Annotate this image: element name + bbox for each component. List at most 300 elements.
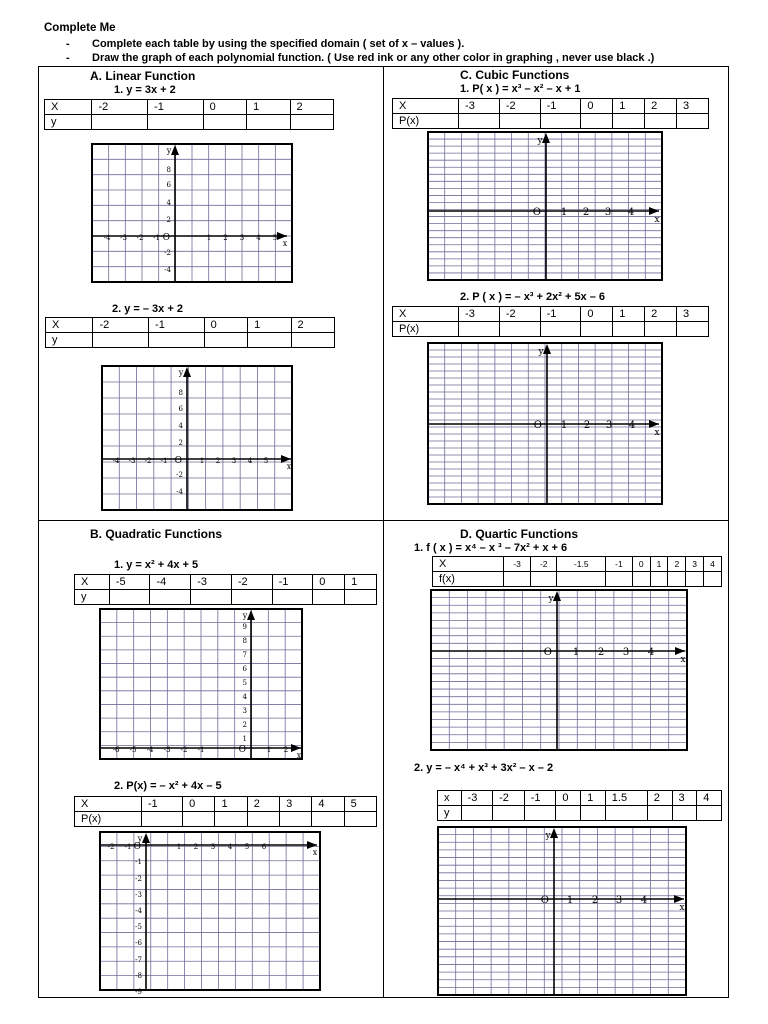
x-tick-label: -2 [144, 457, 152, 465]
table-cell-answer[interactable] [148, 115, 204, 130]
x-tick-label: -3 [128, 457, 136, 465]
x-axis-label: x [282, 239, 288, 248]
x-tick-label: 2 [591, 895, 599, 906]
y-tick-label: 7 [242, 651, 247, 659]
table-row-x [393, 307, 709, 322]
x-tick-label: 2 [583, 420, 591, 431]
table-cell-x: 0 [581, 99, 613, 114]
table-cell-x: -3 [191, 575, 232, 590]
table-cell-answer[interactable] [557, 572, 606, 587]
graph-svg [437, 826, 687, 996]
table-cell-x: 2 [645, 99, 677, 114]
table-cell-x: -1 [149, 318, 205, 333]
table-cell-answer[interactable] [668, 572, 686, 587]
x-tick-label: -3 [163, 746, 171, 754]
y-tick-label: -6 [135, 939, 142, 947]
problem-a2-label: 2. y = – 3x + 2 [112, 303, 183, 315]
problem-c2-label: 2. P ( x ) = – x³ + 2x² + 5x – 6 [460, 291, 606, 303]
table-cell-x: 1 [650, 557, 668, 572]
x-tick-label: 2 [215, 457, 221, 465]
table-header-x: X [45, 100, 92, 115]
x-axis-label: x [312, 848, 318, 857]
table-cell-answer[interactable] [203, 115, 246, 130]
coordinate-grid-b2 [99, 831, 321, 996]
table-cell-x: -2 [231, 575, 272, 590]
table-cell-answer[interactable] [686, 572, 704, 587]
table-cell-answer[interactable] [650, 572, 668, 587]
value-table-c2 [392, 306, 709, 337]
table-cell-answer[interactable] [540, 322, 581, 337]
table-cell-x: 2 [247, 797, 279, 812]
table-cell-x: -2 [92, 100, 148, 115]
x-axis-label: x [654, 428, 660, 438]
table-cell-answer[interactable] [605, 806, 647, 821]
table-cell-answer[interactable] [344, 812, 376, 827]
table-cell-x: -1.5 [557, 557, 606, 572]
problem-b2-label: 2. P(x) = – x² + 4x – 5 [114, 780, 222, 792]
y-tick-label: -2 [135, 875, 142, 883]
table-header-y: f(x) [433, 572, 504, 587]
table-cell-answer[interactable] [581, 322, 613, 337]
y-axis-arrow [550, 828, 558, 838]
table-header-x: X [393, 307, 459, 322]
origin-label: O [543, 647, 552, 658]
table-cell-x: -5 [109, 575, 150, 590]
origin-label: O [162, 233, 170, 243]
table-cell-x: 0 [556, 791, 581, 806]
x-tick-label: -1 [160, 457, 168, 465]
table-header-y: y [438, 806, 462, 821]
x-tick-label: -1 [124, 843, 132, 851]
instruction-2-text: Draw the graph of each polynomial function. ( Use red ink or any other color in graphing , never use black .) [92, 52, 655, 64]
graph-svg [101, 365, 293, 511]
table-header-y: P(x) [393, 114, 459, 129]
y-tick-label: 6 [178, 405, 183, 413]
table-cell-x: 1 [247, 100, 290, 115]
y-axis-arrow [543, 344, 551, 354]
y-axis-arrow [553, 591, 561, 601]
table-cell-x: 3 [677, 99, 709, 114]
table-cell-answer[interactable] [613, 114, 645, 129]
graph-svg [427, 131, 663, 281]
y-tick-label: 4 [166, 199, 171, 207]
table-cell-answer[interactable] [677, 322, 709, 337]
table-cell-x: -4 [150, 575, 191, 590]
y-axis-label: y [538, 347, 544, 357]
table-cell-x: 4 [312, 797, 344, 812]
y-tick-label: 9 [242, 623, 247, 631]
table-header-x: X [433, 557, 504, 572]
table-cell-answer[interactable] [345, 590, 377, 605]
table-cell-answer[interactable] [183, 812, 215, 827]
table-cell-x: -2 [499, 99, 540, 114]
table-row-x [75, 575, 377, 590]
x-tick-label: 2 [223, 234, 228, 242]
table-row-y [75, 590, 377, 605]
table-cell-answer[interactable] [697, 806, 722, 821]
table-cell-answer[interactable] [581, 806, 606, 821]
table-row-x [46, 318, 335, 333]
value-table-b1 [74, 574, 377, 605]
table-cell-x: 2 [291, 318, 334, 333]
table-row-x [393, 99, 709, 114]
table-cell-answer[interactable] [672, 806, 697, 821]
y-tick-label: 8 [178, 389, 183, 397]
table-cell-x: -3 [461, 791, 493, 806]
y-axis-label: y [537, 136, 543, 146]
table-header-y: P(x) [75, 812, 142, 827]
y-tick-label: -7 [135, 956, 142, 964]
x-tick-label: -2 [180, 746, 188, 754]
value-table-d1 [432, 556, 722, 587]
table-cell-answer[interactable] [632, 572, 650, 587]
table-cell-x: -2 [93, 318, 149, 333]
table-cell-answer[interactable] [530, 572, 557, 587]
table-cell-answer[interactable] [290, 115, 333, 130]
table-cell-answer[interactable] [704, 572, 722, 587]
x-tick-label: -4 [146, 746, 154, 754]
problem-c1-label: 1. P( x ) = x³ – x² – x + 1 [460, 83, 581, 95]
table-header-x: x [438, 791, 462, 806]
x-tick-label: -3 [120, 234, 127, 242]
table-cell-x: 2 [290, 100, 333, 115]
y-axis-label: y [545, 831, 551, 841]
table-cell-x: 2 [645, 307, 677, 322]
x-tick-label: -2 [136, 234, 144, 242]
x-tick-label: 3 [615, 895, 623, 906]
y-tick-label: 4 [178, 422, 183, 430]
table-cell-answer[interactable] [92, 115, 148, 130]
table-header-y: P(x) [393, 322, 459, 337]
x-tick-label: 4 [628, 420, 636, 431]
table-cell-x: -3 [504, 557, 531, 572]
table-header-x: X [75, 797, 142, 812]
origin-label: O [540, 895, 549, 906]
x-axis-arrow [675, 647, 685, 655]
graph-svg [99, 608, 303, 760]
y-axis-label: y [178, 368, 184, 377]
table-cell-x: -1 [524, 791, 556, 806]
y-axis-label: y [242, 611, 248, 620]
y-tick-label: -5 [135, 923, 142, 931]
y-tick-label: 3 [242, 707, 247, 715]
table-row-y [393, 322, 709, 337]
x-tick-label: -4 [112, 457, 120, 465]
table-cell-x: 0 [204, 318, 247, 333]
instruction-1 [66, 38, 464, 50]
y-tick-label: 2 [178, 439, 183, 447]
x-tick-label: 6 [261, 843, 267, 851]
table-cell-answer[interactable] [499, 322, 540, 337]
coordinate-grid-d1 [430, 589, 688, 751]
table-cell-x: -1 [540, 307, 581, 322]
table-cell-x: -1 [540, 99, 581, 114]
graph-svg [427, 342, 663, 505]
coordinate-grid-c1 [427, 131, 663, 281]
x-tick-label: 3 [210, 843, 216, 851]
table-cell-x: -3 [459, 307, 500, 322]
x-tick-label: 2 [582, 207, 590, 218]
table-header-x: X [46, 318, 93, 333]
y-tick-label: -3 [135, 891, 142, 899]
x-tick-label: 1 [572, 647, 580, 658]
table-cell-answer[interactable] [93, 333, 149, 348]
x-tick-label: 3 [604, 207, 612, 218]
origin-label: O [174, 456, 182, 466]
table-cell-answer[interactable] [524, 806, 556, 821]
bullet-dash: - [66, 52, 70, 64]
problem-d2-label: 2. y = – x⁴ + x³ + 3x² – x – 2 [414, 762, 554, 774]
x-tick-label: 1 [199, 457, 205, 465]
x-tick-label: 1 [566, 895, 574, 906]
table-cell-answer[interactable] [504, 572, 531, 587]
table-header-y: y [75, 590, 110, 605]
y-tick-label: 8 [166, 166, 171, 174]
table-cell-answer[interactable] [313, 590, 345, 605]
x-tick-label: -1 [153, 234, 160, 242]
y-axis-arrow [142, 833, 150, 843]
worksheet-title: Complete Me [44, 22, 116, 34]
table-cell-x: 2 [668, 557, 686, 572]
y-tick-label: 4 [242, 693, 247, 701]
y-axis-label: y [137, 834, 143, 843]
table-header-y: y [46, 333, 93, 348]
table-cell-x: -3 [459, 99, 500, 114]
x-tick-label: -5 [129, 746, 137, 754]
y-axis-arrow [171, 145, 179, 155]
table-cell-answer[interactable] [291, 333, 334, 348]
graph-svg [430, 589, 688, 751]
section-a-heading: A. Linear Function [90, 69, 196, 83]
x-axis-label: x [286, 462, 292, 471]
x-tick-label: 3 [622, 647, 630, 658]
y-tick-label: 6 [242, 665, 247, 673]
column-divider [383, 66, 384, 998]
x-tick-label: 3 [231, 457, 237, 465]
table-cell-answer[interactable] [141, 812, 182, 827]
value-table-b2 [74, 796, 377, 827]
table-cell-x: 5 [344, 797, 376, 812]
x-tick-label: 1 [560, 207, 568, 218]
y-tick-label: 2 [166, 216, 171, 224]
table-cell-answer[interactable] [645, 322, 677, 337]
x-tick-label: 2 [283, 746, 289, 754]
y-tick-label: 1 [242, 735, 247, 743]
problem-d1-label: 1. f ( x ) = x⁴ – x ³ – 7x² + x + 6 [414, 542, 568, 554]
table-row-y [438, 806, 722, 821]
y-tick-label: 6 [166, 181, 171, 189]
row-divider [38, 520, 729, 521]
table-cell-x: 4 [697, 791, 722, 806]
table-cell-x: 3 [677, 307, 709, 322]
x-tick-label: 4 [647, 647, 655, 658]
table-cell-x: -2 [530, 557, 557, 572]
table-cell-x: 1.5 [605, 791, 647, 806]
y-tick-label: -2 [176, 471, 183, 479]
table-cell-answer[interactable] [581, 114, 613, 129]
table-cell-x: 4 [704, 557, 722, 572]
table-cell-x: 0 [581, 307, 613, 322]
grid-border [102, 366, 292, 510]
table-cell-answer[interactable] [150, 590, 191, 605]
x-axis-arrow [649, 207, 659, 215]
value-table-d2 [437, 790, 722, 821]
value-table-c1 [392, 98, 709, 129]
problem-b1-label: 1. y = x² + 4x + 5 [114, 559, 199, 571]
table-cell-answer[interactable] [247, 812, 279, 827]
table-cell-answer[interactable] [459, 322, 500, 337]
x-tick-label: 1 [206, 234, 212, 242]
y-tick-label: -2 [164, 249, 171, 257]
table-cell-x: -1 [148, 100, 204, 115]
coordinate-grid-d2 [437, 826, 687, 996]
table-cell-answer[interactable] [231, 590, 272, 605]
table-cell-x: 1 [248, 318, 291, 333]
table-cell-answer[interactable] [247, 115, 290, 130]
table-cell-answer[interactable] [272, 590, 313, 605]
table-cell-answer[interactable] [459, 114, 500, 129]
origin-label: O [133, 842, 141, 852]
value-table-a1 [44, 99, 334, 130]
table-cell-x: 1 [215, 797, 247, 812]
table-cell-x: 1 [613, 99, 645, 114]
table-row-x [438, 791, 722, 806]
y-tick-label: 8 [242, 637, 247, 645]
table-header-x: X [75, 575, 110, 590]
table-cell-answer[interactable] [461, 806, 493, 821]
origin-label: O [238, 745, 246, 755]
table-row-x [75, 797, 377, 812]
table-row-y [46, 333, 335, 348]
coordinate-grid-a2 [101, 365, 293, 511]
x-tick-label: -1 [197, 746, 205, 754]
y-axis-arrow [247, 610, 255, 620]
coordinate-grid-b1 [99, 608, 303, 760]
grid-border [100, 832, 320, 990]
table-cell-answer[interactable] [215, 812, 247, 827]
x-tick-label: 4 [256, 234, 261, 242]
table-cell-x: 1 [613, 307, 645, 322]
x-axis-arrow [674, 895, 684, 903]
table-row-y [393, 114, 709, 129]
table-row-y [45, 115, 334, 130]
table-cell-x: -2 [499, 307, 540, 322]
table-header-x: X [393, 99, 459, 114]
x-tick-label: 3 [239, 234, 245, 242]
value-table-a2 [45, 317, 335, 348]
table-cell-answer[interactable] [645, 114, 677, 129]
table-row-y [75, 812, 377, 827]
table-cell-x: -1 [141, 797, 182, 812]
y-tick-label: 5 [242, 679, 247, 687]
section-b-heading: B. Quadratic Functions [90, 527, 223, 541]
x-tick-label: 4 [627, 207, 635, 218]
table-row-x [45, 100, 334, 115]
y-tick-label: 2 [242, 721, 247, 729]
table-cell-x: 3 [672, 791, 697, 806]
y-tick-label: -4 [135, 907, 142, 915]
origin-label: O [532, 207, 541, 218]
x-axis-label: x [680, 655, 686, 665]
x-tick-label: 4 [640, 895, 648, 906]
table-cell-answer[interactable] [556, 806, 581, 821]
table-cell-x: 3 [280, 797, 312, 812]
y-tick-label: -4 [176, 488, 183, 496]
table-cell-answer[interactable] [149, 333, 205, 348]
table-cell-x: 0 [203, 100, 246, 115]
x-tick-label: 1 [560, 420, 568, 431]
y-axis-arrow [542, 133, 550, 143]
table-cell-answer[interactable] [493, 806, 525, 821]
y-tick-label: -9 [135, 988, 142, 996]
graph-svg [99, 831, 321, 996]
y-axis-label: y [548, 594, 554, 604]
y-axis-arrow [183, 367, 191, 377]
graph-svg [91, 143, 293, 283]
coordinate-grid-a1 [91, 143, 293, 283]
x-axis-label: x [654, 215, 660, 225]
table-cell-x: -1 [272, 575, 313, 590]
bullet-dash: - [66, 38, 70, 50]
table-cell-x: 0 [183, 797, 215, 812]
table-cell-answer[interactable] [606, 572, 633, 587]
table-cell-answer[interactable] [280, 812, 312, 827]
table-cell-x: 0 [313, 575, 345, 590]
table-cell-answer[interactable] [499, 114, 540, 129]
table-cell-answer[interactable] [109, 590, 150, 605]
x-tick-label: 2 [193, 843, 199, 851]
instruction-1-text: Complete each table by using the specified domain ( set of x – values ). [92, 38, 465, 50]
x-tick-label: 4 [227, 843, 233, 851]
section-d-heading: D. Quartic Functions [460, 527, 579, 541]
table-cell-answer[interactable] [540, 114, 581, 129]
x-tick-label: -4 [103, 234, 111, 242]
x-tick-label: 3 [605, 420, 613, 431]
x-tick-label: 1 [176, 843, 182, 851]
table-cell-answer[interactable] [312, 812, 344, 827]
x-axis-label: x [679, 903, 685, 913]
table-cell-answer[interactable] [191, 590, 232, 605]
problem-a1-label: 1. y = 3x + 2 [114, 84, 176, 96]
table-cell-answer[interactable] [204, 333, 247, 348]
section-c-heading: C. Cubic Functions [460, 68, 570, 82]
table-cell-x: 1 [581, 791, 606, 806]
coordinate-grid-c2 [427, 342, 663, 505]
table-cell-x: 0 [632, 557, 650, 572]
table-cell-answer[interactable] [613, 322, 645, 337]
y-axis-label: y [166, 146, 172, 155]
x-tick-label: 1 [266, 746, 272, 754]
table-row-x [433, 557, 722, 572]
instruction-2 [66, 52, 654, 64]
x-tick-label: 4 [247, 457, 253, 465]
x-tick-label: 2 [597, 647, 605, 658]
table-cell-answer[interactable] [647, 806, 672, 821]
table-cell-x: 2 [647, 791, 672, 806]
origin-label: O [533, 420, 542, 431]
x-tick-label: -2 [107, 843, 115, 851]
y-tick-label: -4 [164, 266, 171, 274]
x-tick-label: 5 [244, 843, 250, 851]
x-tick-label: -6 [112, 746, 120, 754]
x-tick-label: 5 [263, 457, 269, 465]
table-cell-x: -1 [606, 557, 633, 572]
table-row-y [433, 572, 722, 587]
table-header-y: y [45, 115, 92, 130]
table-cell-answer[interactable] [248, 333, 291, 348]
table-cell-x: 3 [686, 557, 704, 572]
table-cell-answer[interactable] [677, 114, 709, 129]
